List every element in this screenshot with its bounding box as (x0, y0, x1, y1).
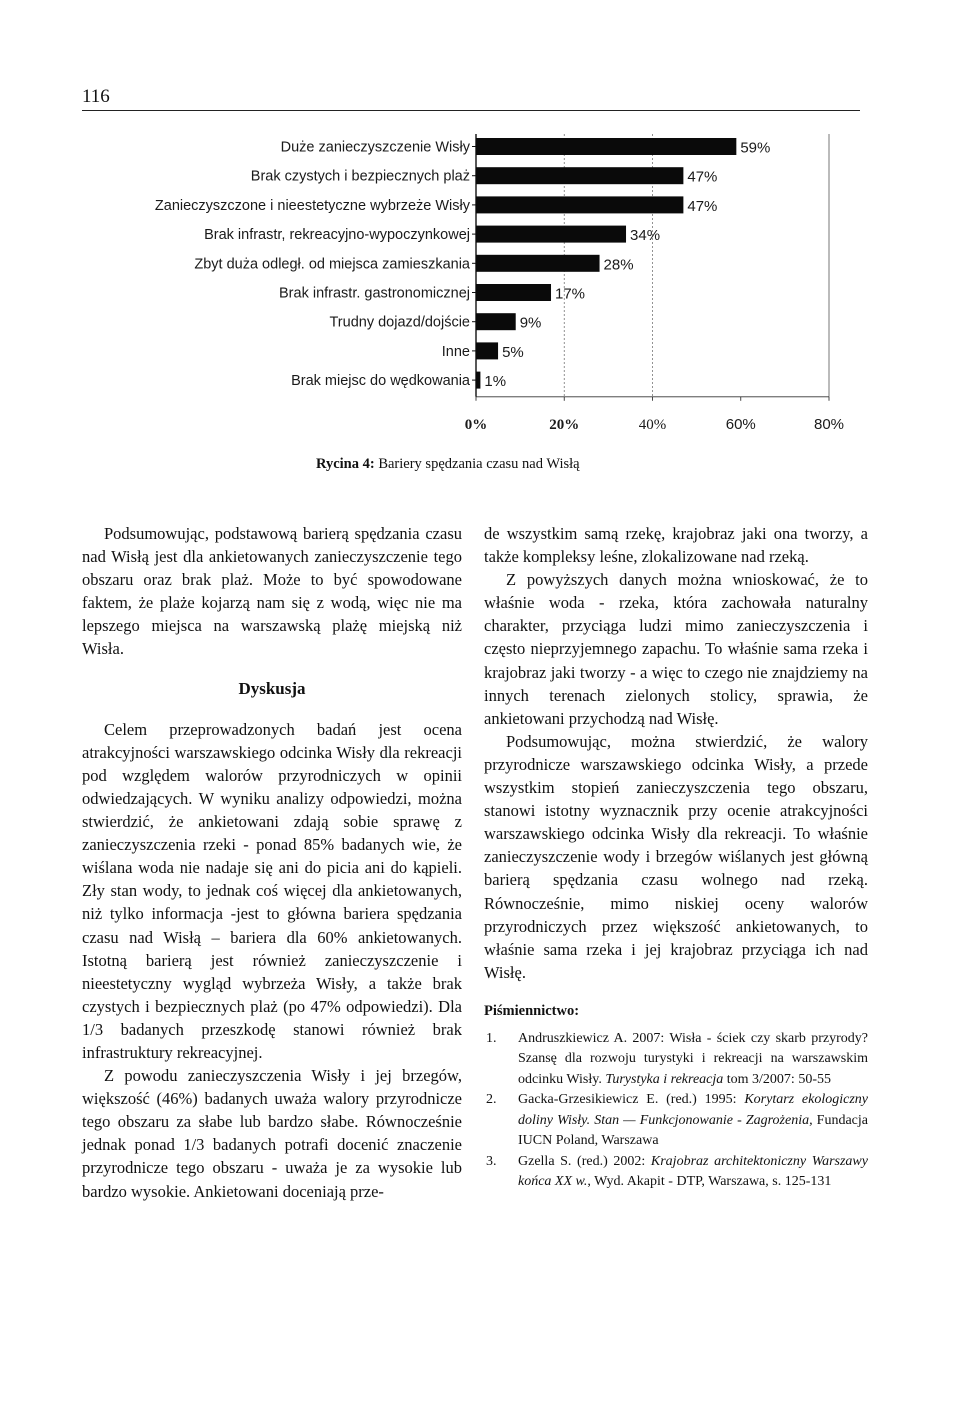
summary-paragraph: Podsumowując, podstawową barierą spędzania czasu nad Wisłą jest dla ankietowanych zanieczyszczenie tego obszaru oraz brak plaż. Może to być spowodowane faktem, że plaże kojarzą nam się z wodą, więc nie ma lepszego miejsca na warszawską plażę miejską niż Wisła. (82, 524, 462, 659)
category-label: Brak miejsc do wędkowania (291, 373, 470, 390)
value-label: 59% (740, 139, 771, 157)
category-label: Brak infrastr. gastronomicznej (279, 285, 470, 302)
category-label: Zanieczyszczone i nieestetyczne wybrzeże Wisły (154, 197, 470, 214)
category-label: Brak infrastr, rekreacyjno-wypoczynkowej (204, 227, 470, 244)
caption-text: Bariery spędzania czasu nad Wisłą (374, 456, 580, 472)
left-column (82, 522, 462, 1203)
reference-item (484, 1152, 868, 1193)
bar (476, 226, 626, 243)
category-label: Duże zanieczyszczenie Wisły (280, 139, 470, 156)
reference-tail: tom 3/2007: 50-55 (723, 1071, 831, 1087)
value-label: 34% (630, 227, 661, 245)
reference-item (484, 1090, 868, 1152)
conclusion-paragraph-2: Podsumowując, można stwierdzić, że walory przyrodnicze warszawskiego odcinka Wisły, a przede wszystkim stopień zanieczyszczenia tego obszaru, stanowi istotny wyznacznik przy ocenie atrakcyjności warszawskiego odcinka Wisły dla rekreacji. To właśnie zanieczyszczenie wody i brzegów wiślanych jest główną barierą spędzania czasu wolnego nad rzeką. Równocześnie, mimo niskiej oceny walorów przyrodniczych przez większość ankietowanych, to właśnie sama rzeka i jej krajobraz przyciąga ich nad Wisłę. (484, 731, 868, 982)
continued-paragraph: de wszystkim samą rzekę, krajobraz jaki ona tworzy, a także kompleksy leśne, zlokalizowane nad rzeką. (484, 524, 868, 567)
section-heading: Dyskusja (238, 678, 306, 698)
bar (476, 342, 498, 359)
references-title: Piśmiennictwo: (484, 1002, 580, 1019)
x-tick-label: 80% (813, 415, 845, 433)
bar (476, 167, 683, 184)
value-label: 17% (555, 285, 586, 303)
conclusion-paragraph-1: Z powyższych danych można wnioskować, że to właśnie woda - rzeka, która zachowała naturalny charakter, przyciąga ludzi mimo zanieczyszczenia i często nieprzyjemnego zapachu. To właśnie sama rzeka i krajobraz jaki tworzy - a więc to czego nie znajdziemy na innych terenach zielonych stolicy, sprawia, że ankietowani przychodzą nad Wisłę. (484, 570, 868, 728)
x-tick-label: 0% (464, 416, 488, 433)
bar-chart (0, 130, 960, 452)
value-label: 5% (502, 343, 524, 361)
reference-tail: , Wyd. Akapit - DTP, Warszawa, s. 125-131 (587, 1174, 832, 1190)
reference-number: 2. (486, 1092, 497, 1108)
value-label: 47% (687, 168, 718, 186)
value-label: 1% (484, 373, 507, 391)
category-label: Trudny dojazd/dojście (329, 314, 470, 331)
discussion-paragraph-2: Z powodu zanieczyszczenia Wisły i jej brzegów, większość (46%) badanych uważa walory przyrodnicze tego obszaru za słabe lub bardzo słabe. Równocześnie jednak ponad 1/3 badanych potrafi docenić znaczenie przyrodnicze tego obszaru - uważa je za wysokie lub bardzo wysokie. Ankietowani doceniają prze- (82, 1066, 462, 1201)
value-label: 9% (519, 314, 542, 332)
reference-title: Turystyka i rekreacja (605, 1071, 724, 1087)
category-label: Brak czystych i bezpiecznych plaż (250, 168, 470, 185)
category-label: Inne (441, 343, 470, 360)
x-tick-label: 20% (549, 416, 580, 433)
reference-tail: Fundacja IUCN Poland, Warszawa (518, 1112, 868, 1149)
bar (476, 255, 600, 272)
discussion-paragraph-1: Celem przeprowadzonych badań jest ocena atrakcyjności warszawskiego odcinka Wisły dla rekreacji pod względem walorów przyrodniczych w opinii odwiedzających. W wyniku analizy odpowiedzi, można stwierdzić, że ankietowani zdają sobie sprawę z zanieczyszczenia rzeki - ponad 85% badanych wie, że wiślana woda nie nadaje się ani do picia ani do kąpieli. Zły stan wody, to jednak coś więcej dla ankietowanych, niż tylko informacja -jest to główna bariera spędzania czasu nad Wisłą – bariera dla 60% ankietowanych. Istotną barierą jest również zanieczyszczenie i nieestetyczny wygląd wybrzeża Wisły, a także brak czystych i bezpiecznych plaż (po 47% odpowiedzi). Dla 1/3 badanych przeszkodę stanowi również brak infrastruktury rekreacyjnej. (82, 719, 462, 1062)
bar (476, 196, 683, 213)
caption-label: Rycina 4: (316, 456, 375, 472)
bar (476, 313, 516, 330)
page-number: 116 (82, 86, 110, 107)
value-label: 28% (603, 256, 634, 274)
bar (476, 138, 736, 155)
reference-text: Gzella S. (red.) 2002: (518, 1153, 651, 1169)
right-column (484, 522, 868, 1193)
reference-item (484, 1029, 868, 1091)
reference-title: Krajobraz architektoniczny Warszawy końca XX w. (518, 1153, 868, 1190)
reference-text: Gacka-Grzesikiewicz E. (red.) 1995: (518, 1092, 745, 1108)
x-tick-label: 60% (725, 415, 756, 433)
header-rule (82, 110, 860, 111)
bar (476, 372, 480, 389)
bar (476, 284, 551, 301)
reference-text: Andruszkiewicz A. 2007: Wisła - ściek czy skarb przyrody? Szansę dla rozwoju turystyki i rekreacji na warszawskim odcinku Wisły. (518, 1030, 868, 1087)
reference-title: Korytarz ekologiczny doliny Wisły. Stan — Funkcjonowanie - Zagrożenia, (518, 1092, 868, 1128)
reference-number: 3. (486, 1153, 497, 1169)
figure-caption (316, 456, 580, 473)
value-label: 47% (687, 197, 718, 215)
reference-number: 1. (486, 1030, 497, 1046)
category-label: Zbyt duża odległ. od miejsca zamieszkania (194, 256, 470, 273)
references-list (484, 1029, 868, 1193)
x-tick-label: 40% (638, 416, 667, 433)
